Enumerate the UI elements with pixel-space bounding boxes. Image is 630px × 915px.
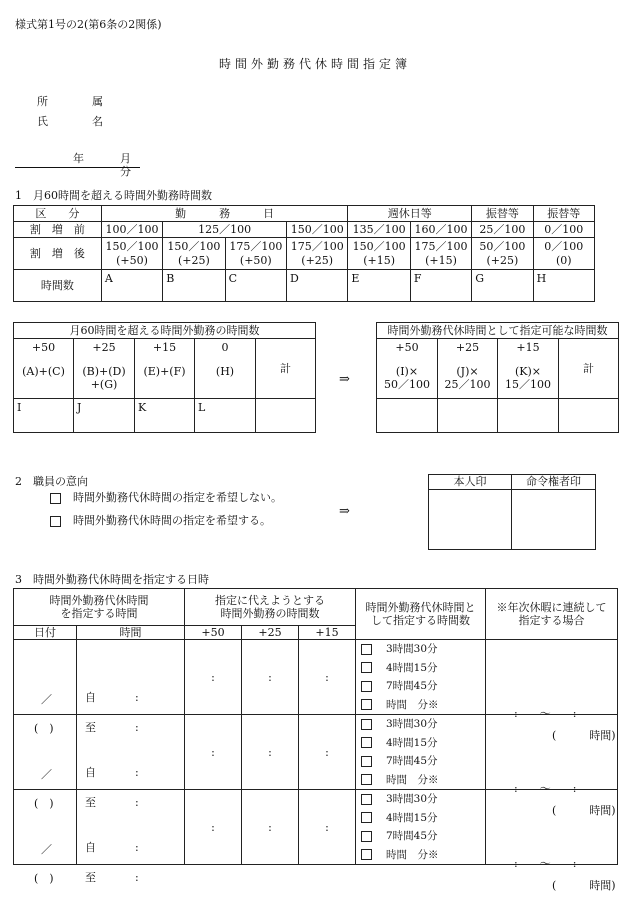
after-rate: 150／100 (+50)	[101, 238, 162, 270]
rate-25-header: +25	[242, 626, 299, 640]
personal-seal-box[interactable]	[429, 490, 512, 550]
designatable-col-15: +15 (K)× 15／100	[498, 339, 559, 399]
designated-hours-header: 時間外勤務代休時間と して指定する時間数	[356, 589, 486, 640]
section3-title: 3 時間外勤務代休時間を指定する日時	[15, 573, 209, 586]
annual-leave-header: ※年次休暇に連続して 指定する場合	[486, 589, 618, 640]
overtime-hours-table	[13, 205, 595, 302]
after-rate: 175／100 (+25)	[287, 238, 348, 270]
designatable-total-label: 計	[559, 339, 619, 399]
before-rate: 25／100	[472, 222, 533, 238]
checkbox-icon[interactable]	[361, 831, 372, 842]
after-rate: 150／100 (+25)	[163, 238, 225, 270]
value-cell-l[interactable]: L	[195, 399, 256, 433]
hours-cell-e[interactable]: E	[348, 270, 410, 302]
before-rate: 135／100	[348, 222, 410, 238]
designation-table	[13, 588, 618, 893]
designatable-title: 時間外勤務代休時間として指定可能な時間数	[377, 323, 619, 339]
value-cell-j[interactable]: J	[74, 399, 135, 433]
rate-col-50: +50 (A)+(C)	[14, 339, 74, 399]
division-header: 区 分	[14, 206, 102, 222]
hours-cell-g[interactable]: G	[472, 270, 533, 302]
date-cell[interactable]: ／ ( )	[14, 640, 77, 715]
designatable-cell-50[interactable]	[377, 399, 438, 433]
checkbox-icon[interactable]	[361, 812, 372, 823]
before-rate: 125／100	[163, 222, 287, 238]
option-4h15[interactable]: 4時間15分	[356, 734, 485, 753]
designated-hours-options	[356, 715, 486, 790]
time-cell[interactable]: 自 : 至 :	[77, 640, 185, 715]
after-rate: 50／100 (+25)	[472, 238, 533, 270]
designatable-cell-25[interactable]	[438, 399, 498, 433]
designated-time-header: 時間外勤務代休時間 を指定する時間	[14, 589, 185, 626]
hours-15-cell[interactable]: :	[299, 640, 356, 715]
option-3h30[interactable]: 3時間30分	[356, 790, 485, 809]
before-rate: 150／100	[287, 222, 348, 238]
before-rate: 160／100	[410, 222, 471, 238]
date-cell[interactable]: ／ ( )	[14, 790, 77, 865]
hours-25-cell[interactable]: :	[242, 715, 299, 790]
value-cell-i[interactable]: I	[14, 399, 74, 433]
option-7h45[interactable]: 7時間45分	[356, 827, 485, 846]
before-rate: 0／100	[533, 222, 594, 238]
option-7h45[interactable]: 7時間45分	[356, 677, 485, 696]
checkbox-icon[interactable]	[361, 794, 372, 805]
checkbox-icon[interactable]	[50, 516, 61, 527]
before-rate: 100／100	[101, 222, 162, 238]
rate-col-15: +15 (E)+(F)	[135, 339, 195, 399]
option-custom[interactable]: 時間 分※	[356, 696, 485, 715]
checkbox-icon[interactable]	[361, 681, 372, 692]
rate-col-0: 0 (H)	[195, 339, 256, 399]
section2-title: 2 職員の意向	[15, 475, 88, 488]
total-value-cell[interactable]	[256, 399, 316, 433]
value-cell-k[interactable]: K	[135, 399, 195, 433]
hours-cell-f[interactable]: F	[410, 270, 471, 302]
authority-seal-label: 命令権者印	[512, 475, 596, 490]
rate-50-header: +50	[185, 626, 242, 640]
hours-cell-a[interactable]: A	[101, 270, 162, 302]
year-month-line	[15, 152, 140, 178]
option-7h45[interactable]: 7時間45分	[356, 752, 485, 771]
total-label: 計	[256, 339, 316, 399]
checkbox-icon[interactable]	[361, 774, 372, 785]
checkbox-icon[interactable]	[361, 756, 372, 767]
option-4h15[interactable]: 4時間15分	[356, 659, 485, 678]
document-title: 時間外勤務代休時間指定簿	[218, 57, 411, 71]
time-header: 時間	[77, 626, 185, 640]
designatable-hours-table	[376, 322, 619, 433]
workday-header: 勤 務 日	[101, 206, 348, 222]
checkbox-icon[interactable]	[361, 699, 372, 710]
designatable-total-cell[interactable]	[559, 399, 619, 433]
hours-cell-c[interactable]: C	[225, 270, 286, 302]
annual-leave-cell[interactable]: : ～ : ( 時間)	[486, 640, 618, 715]
hours-50-cell[interactable]: :	[185, 715, 242, 790]
designation-row	[14, 715, 618, 790]
transfer-header-1: 振替等	[472, 206, 533, 222]
option-4h15[interactable]: 4時間15分	[356, 809, 485, 828]
arrow-icon: ⇒	[339, 504, 350, 519]
form-number: 様式第1号の2(第6条の2関係)	[15, 18, 162, 31]
month-label: 月分	[120, 152, 131, 178]
hours-cell-b[interactable]: B	[163, 270, 225, 302]
after-rate: 175／100 (+50)	[225, 238, 286, 270]
designatable-col-50: +50 (I)× 50／100	[377, 339, 438, 399]
after-rate: 0／100 (0)	[533, 238, 594, 270]
after-premium-label: 割 増 後	[14, 238, 102, 270]
section1-title: 1 月60時間を超える時間外勤務時間数	[15, 189, 212, 202]
option-not-desired[interactable]: 時間外勤務代休時間の指定を希望しない。	[50, 492, 282, 505]
time-cell[interactable]: 自 : 至 :	[77, 715, 185, 790]
authority-seal-box[interactable]	[512, 490, 596, 550]
hours-cell-h[interactable]: H	[533, 270, 594, 302]
hours-15-cell[interactable]: :	[299, 715, 356, 790]
checkbox-icon[interactable]	[361, 737, 372, 748]
option-3h30[interactable]: 3時間30分	[356, 715, 485, 734]
annual-leave-cell[interactable]: : ～ : ( 時間)	[486, 790, 618, 865]
option-3h30[interactable]: 3時間30分	[356, 640, 485, 659]
checkbox-icon[interactable]	[361, 849, 372, 860]
date-header: 日付	[14, 626, 77, 640]
designated-hours-options	[356, 790, 486, 865]
checkbox-icon[interactable]	[361, 719, 372, 730]
hours-50-cell[interactable]: :	[185, 790, 242, 865]
arrow-icon: ⇒	[339, 372, 350, 387]
name-label: 氏 名	[37, 115, 103, 128]
designatable-col-25: +25 (J)× 25／100	[438, 339, 498, 399]
weekly-holiday-header: 週休日等	[348, 206, 472, 222]
time-cell[interactable]: 自 : 至 :	[77, 790, 185, 865]
hours-50-cell[interactable]: :	[185, 640, 242, 715]
checkbox-icon[interactable]	[361, 662, 372, 673]
hours-25-cell[interactable]: :	[242, 790, 299, 865]
designation-row	[14, 790, 618, 865]
designation-row	[14, 640, 618, 715]
hours-25-cell[interactable]: :	[242, 640, 299, 715]
before-premium-label: 割 増 前	[14, 222, 102, 238]
year-label: 年	[73, 152, 84, 165]
over60-title: 月60時間を超える時間外勤務の時間数	[14, 323, 316, 339]
over60-hours-table	[13, 322, 316, 433]
date-cell[interactable]: ／ ( )	[14, 715, 77, 790]
hours-15-cell[interactable]: :	[299, 790, 356, 865]
rate-col-25: +25 (B)+(D) +(G)	[74, 339, 135, 399]
designated-hours-options	[356, 640, 486, 715]
hours-cell-d[interactable]: D	[287, 270, 348, 302]
annual-leave-cell[interactable]: : ～ : ( 時間)	[486, 715, 618, 790]
option-custom[interactable]: 時間 分※	[356, 846, 485, 865]
seal-table	[428, 474, 596, 550]
option-custom[interactable]: 時間 分※	[356, 771, 485, 790]
affiliation-label: 所 属	[37, 95, 103, 108]
checkbox-icon[interactable]	[50, 493, 61, 504]
replaced-hours-header: 指定に代えようとする 時間外勤務の時間数	[185, 589, 356, 626]
option-desired[interactable]: 時間外勤務代休時間の指定を希望する。	[50, 515, 271, 528]
designatable-cell-15[interactable]	[498, 399, 559, 433]
after-rate: 150／100 (+15)	[348, 238, 410, 270]
checkbox-icon[interactable]	[361, 644, 372, 655]
personal-seal-label: 本人印	[429, 475, 512, 490]
rate-15-header: +15	[299, 626, 356, 640]
after-rate: 175／100 (+15)	[410, 238, 471, 270]
transfer-header-2: 振替等	[533, 206, 594, 222]
hours-label: 時間数	[14, 270, 102, 302]
